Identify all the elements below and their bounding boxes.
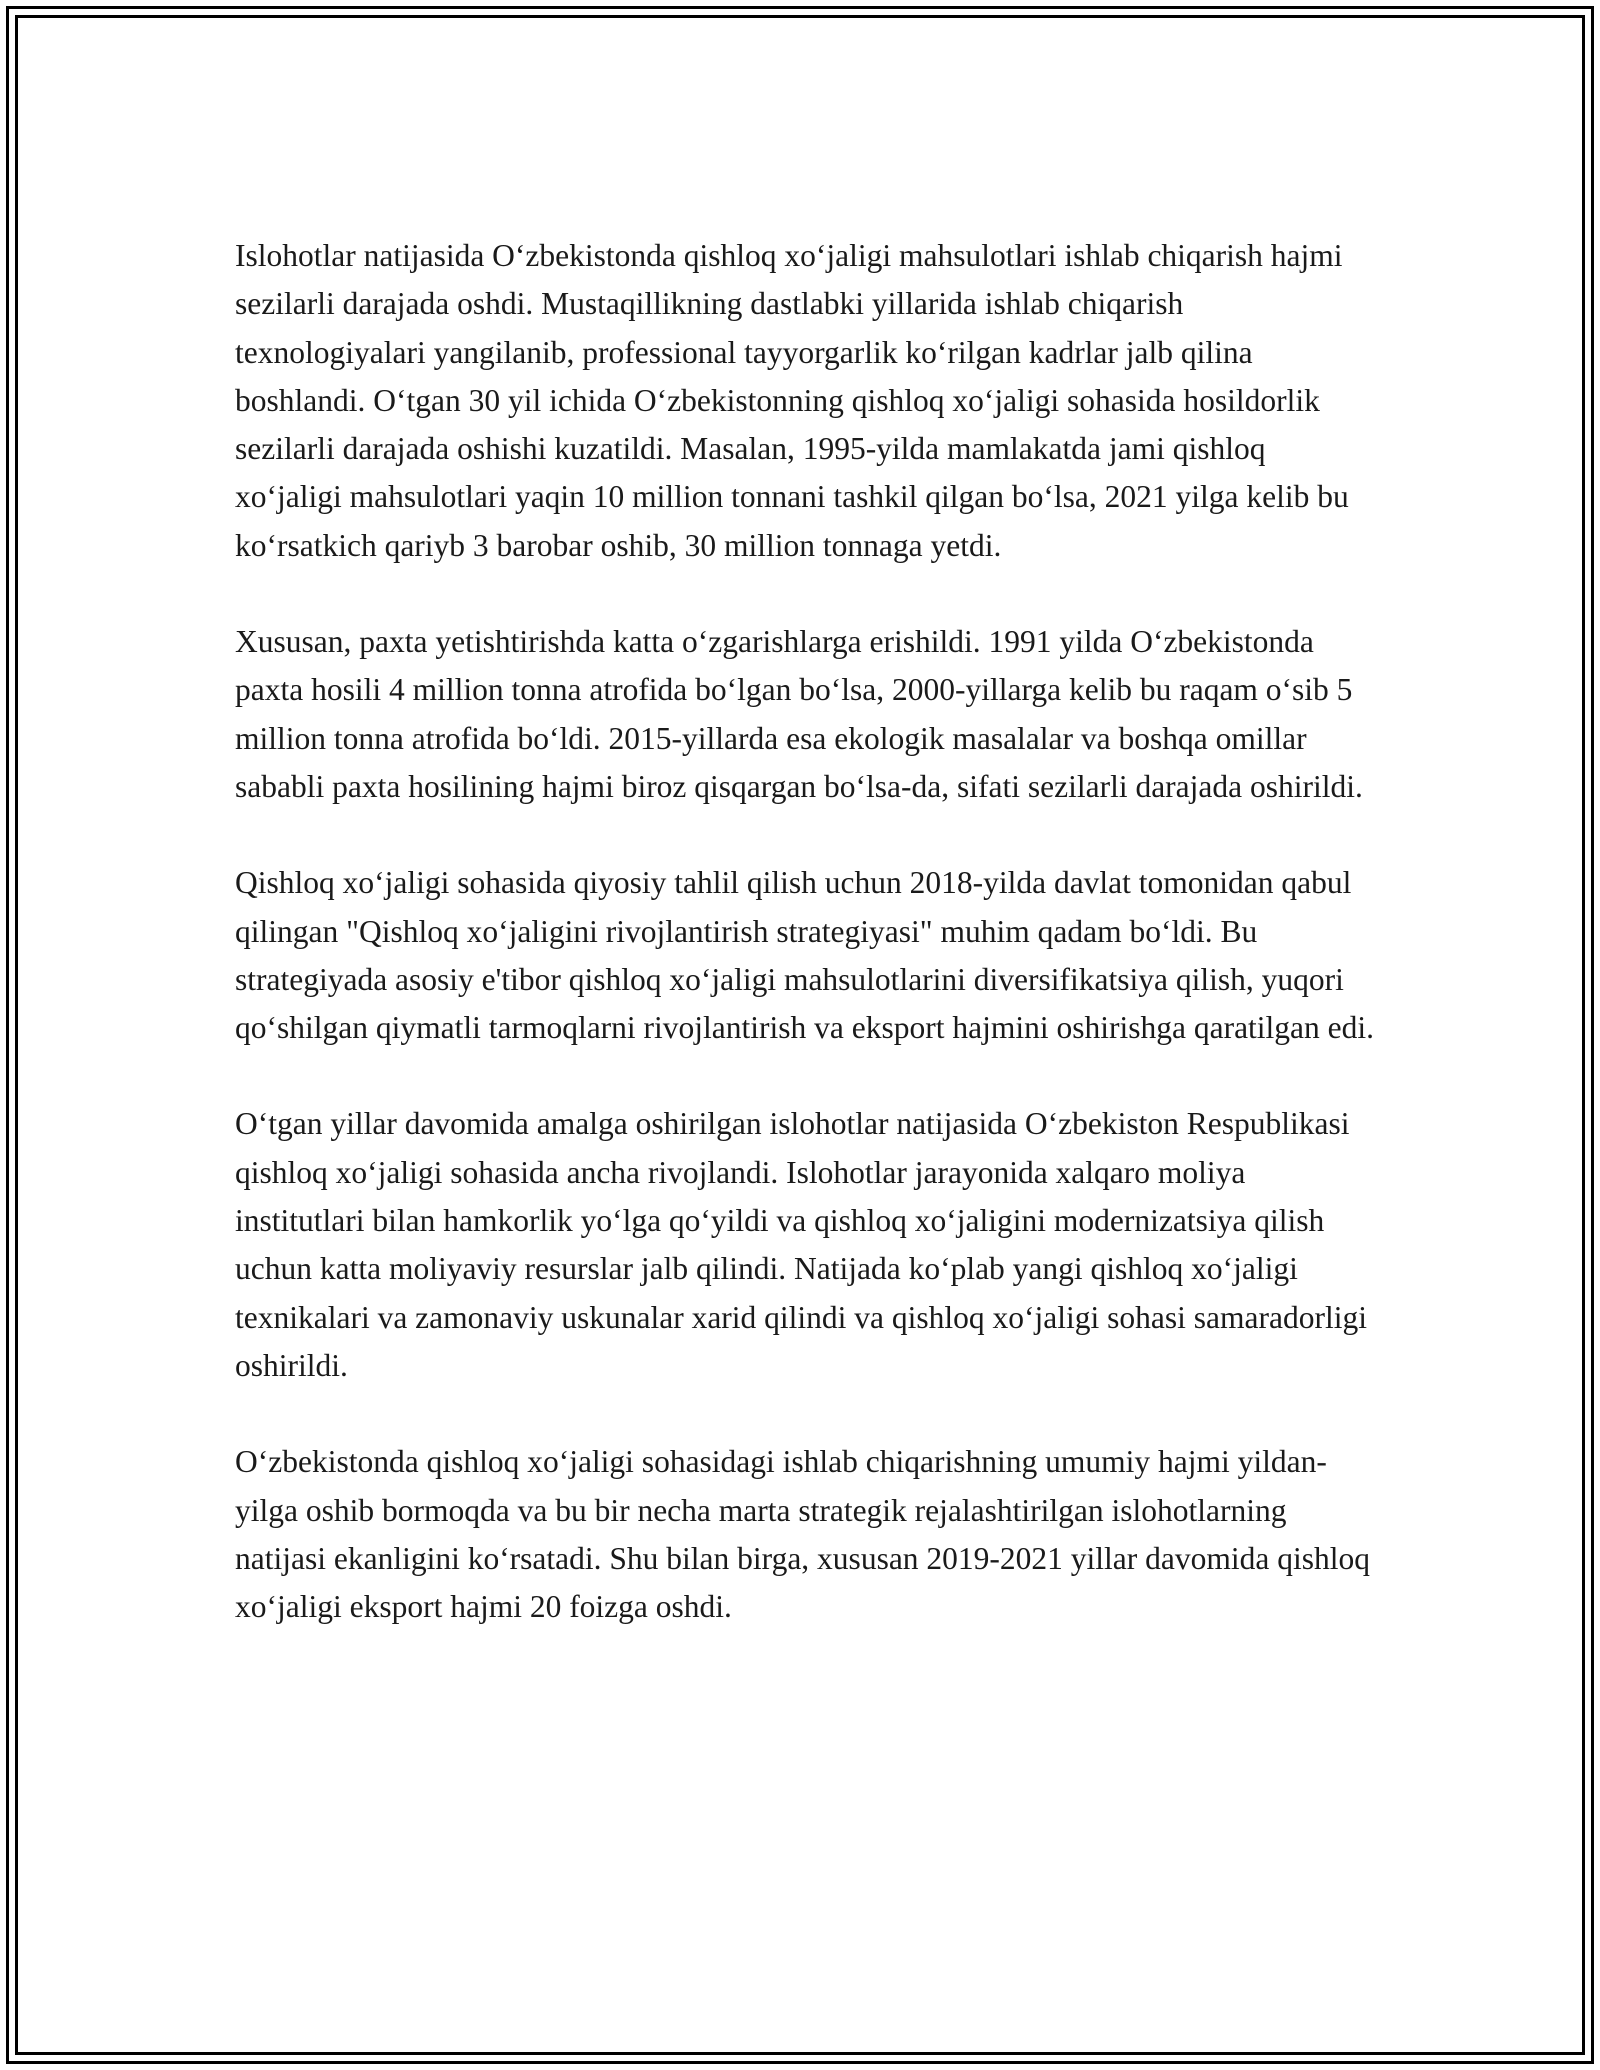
paragraph-4: O‘tgan yillar davomida amalga oshirilgan islohotlar natijasida O‘zbekiston Respublikasi qishloq xo‘jaligi sohasida ancha rivojlandi. Islohotlar jarayonida xalqaro moliya institutlari bilan hamkorlik yo‘lga qo‘yildi va qishloq xo‘jaligini modernizatsiya qilish uchun katta moliyaviy resurslar jalb qilindi. Natijada ko‘plab yangi qishloq xo‘jaligi texnikalari va zamonaviy uskunalar xarid qilindi va qishloq xo‘jaligi sohasi samaradorligi oshirildi.	[235, 1106, 1367, 1383]
document-body	[235, 232, 1375, 1679]
paragraph-2: Xususan, paxta yetishtirishda katta o‘zgarishlarga erishildi. 1991 yilda O‘zbekistonda paxta hosili 4 million tonna atrofida bo‘lgan bo‘lsa, 2000-yillarga kelib bu raqam o‘sib 5 million tonna atrofida bo‘ldi. 2015-yillarda esa ekologik masalalar va boshqa omillar sababli paxta hosilining hajmi biroz qisqargan bo‘lsa-da, sifati sezilarli darajada oshirildi.	[235, 624, 1363, 804]
paragraph-5: O‘zbekistonda qishloq xo‘jaligi sohasidagi ishlab chiqarishning umumiy hajmi yildan-yilga oshib bormoqda va bu bir necha marta strategik rejalashtirilgan islohotlarning natijasi ekanligini ko‘rsatadi. Shu bilan birga, xususan 2019-2021 yillar davomida qishloq xo‘jaligi eksport hajmi 20 foizga oshdi.	[235, 1444, 1370, 1625]
paragraph-1: Islohotlar natijasida O‘zbekistonda qishloq xo‘jaligi mahsulotlari ishlab chiqarish hajmi sezilarli darajada oshdi. Mustaqillikning dastlabki yillarida ishlab chiqarish texnologiyalari yangilanib, professional tayyorgarlik ko‘rilgan kadrlar jalb qilina boshlandi. O‘tgan 30 yil ichida O‘zbekistonning qishloq xo‘jaligi sohasida hosildorlik sezilarli darajada oshishi kuzatildi. Masalan, 1995-yilda mamlakatda jami qishloq xo‘jaligi mahsulotlari yaqin 10 million tonnani tashkil qilgan bo‘lsa, 2021 yilga kelib bu ko‘rsatkich qariyb 3 barobar oshib, 30 million tonnaga yetdi.	[235, 238, 1349, 563]
paragraph-3: Qishloq xo‘jaligi sohasida qiyosiy tahlil qilish uchun 2018-yilda davlat tomonidan qabul qilingan "Qishloq xo‘jaligini rivojlantirish strategiyasi" muhim qadam bo‘ldi. Bu strategiyada asosiy e'tibor qishloq xo‘jaligi mahsulotlarini diversifikatsiya qilish, yuqori qo‘shilgan qiymatli tarmoqlarni rivojlantirish va eksport hajmini oshirishga qaratilgan edi.	[235, 865, 1375, 1046]
